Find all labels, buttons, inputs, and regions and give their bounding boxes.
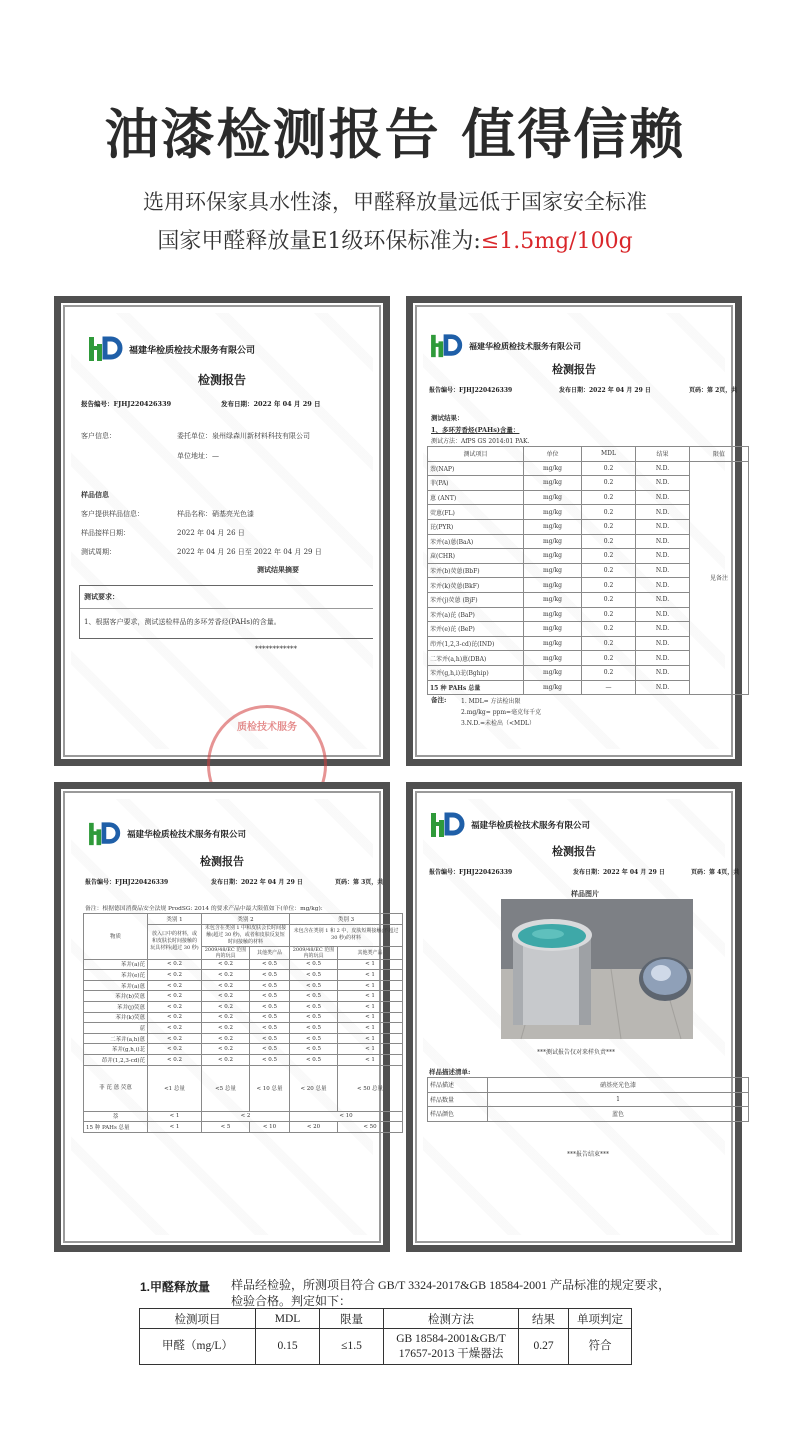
limit-cell: < 10 <box>290 1111 403 1122</box>
unit-cell: mg/kg <box>524 665 582 680</box>
page-number: 页码：第 3页，共 <box>335 879 384 886</box>
hd-logo-icon <box>87 821 119 847</box>
table-row <box>428 461 749 476</box>
seal-text: 质检技术服务 <box>237 722 297 733</box>
col-header: 类别 2 <box>202 914 290 925</box>
substance-name: 苯并(a)芘 <box>84 959 148 970</box>
mdl-cell: 0.2 <box>582 476 636 491</box>
photo-caption: ***测试报告仅对来样负责*** <box>537 1049 616 1056</box>
limit-cell: < 1 <box>338 1001 403 1012</box>
limit-note: 见备注 <box>690 461 749 695</box>
client-address: 单位地址：— <box>177 452 219 460</box>
mdl-value: 0.15 <box>256 1329 320 1365</box>
mdl-cell: 0.2 <box>582 651 636 666</box>
limit-cell: < 1 <box>338 991 403 1002</box>
requirement-text: 1、根据客户要求，测试送检样品的多环芳香烃(PAHs)的含量。 <box>84 618 281 626</box>
substance-name: 茚并(1,2,3-cd)芘 <box>84 1054 148 1065</box>
unit-cell: mg/kg <box>524 680 582 695</box>
company-logo <box>87 335 255 363</box>
table-row <box>84 1012 403 1023</box>
report-page-1 <box>54 296 390 766</box>
result-cell: N.D. <box>636 534 690 549</box>
test-item: 苯并(j)荧蒽 (BjF) <box>428 592 524 607</box>
mdl-cell: 0.2 <box>582 636 636 651</box>
result-cell: N.D. <box>636 680 690 695</box>
test-item: 苯并(a)芘 (BaP) <box>428 607 524 622</box>
test-item: 苯并(k)荧蒽(BkF) <box>428 578 524 593</box>
report-title: 检测报告 <box>552 363 596 376</box>
report-title: 检测报告 <box>200 855 244 868</box>
sample-description-table <box>427 1077 749 1122</box>
stars-divider: ************ <box>255 645 297 653</box>
test-item: 䓛(CHR) <box>428 549 524 564</box>
col-header: 检测项目 <box>140 1309 256 1329</box>
receive-date-label: 样品接样日期： <box>81 529 130 537</box>
col-header: 限值 <box>690 447 749 462</box>
limit-cell: < 0.2 <box>202 1044 250 1055</box>
limit-cell: < 1 <box>338 959 403 970</box>
table-row <box>84 1033 403 1044</box>
report-page-3 <box>54 782 399 1252</box>
limit-cell: < 0.2 <box>202 1023 250 1034</box>
formaldehyde-label: 1.甲醛释放量 <box>140 1280 211 1294</box>
limit-cell: < 5 <box>202 1122 250 1133</box>
substance-name: 苯并(j)荧蒽 <box>84 1001 148 1012</box>
unit-cell: mg/kg <box>524 461 582 476</box>
paint-can-photo <box>501 899 693 1039</box>
col-header: 物质 <box>84 914 148 960</box>
photo-title: 样品图片 <box>571 889 599 898</box>
page-number: 页码：第 2页，共 <box>689 387 738 394</box>
limit-cell: < 0.5 <box>290 959 338 970</box>
test-item: 15 种 PAHs 总量 <box>428 680 524 695</box>
subtitle-line-2-prefix: 国家甲醛释放量E1级环保标准为: <box>157 229 481 254</box>
limit-cell: < 0.2 <box>202 1012 250 1023</box>
cat2-description: 未包含在类别 1 中和皮肤会长时间接触(超过 30 秒)，或者和皮肤反复短时间接触的材料 <box>202 924 290 946</box>
group-limit: < 20 总量 <box>290 1065 338 1111</box>
group-limit: < 10 总量 <box>250 1065 290 1111</box>
verdict: 符合 <box>569 1329 632 1365</box>
receive-date: 2022 年 04 月 26 日 <box>177 529 245 537</box>
col-header: 类别 1 <box>148 914 202 925</box>
limit-cell: < 0.5 <box>250 1023 290 1034</box>
col-header: 限量 <box>320 1309 384 1329</box>
sample-description-title: 样品描述清单: <box>429 1068 471 1076</box>
table-row <box>84 980 403 991</box>
limit-cell: < 1 <box>338 980 403 991</box>
test-item: 二苯并(a,h)蒽(DBA) <box>428 651 524 666</box>
result-cell: N.D. <box>636 549 690 564</box>
limit-cell: < 0.2 <box>202 1054 250 1065</box>
company-name: 福建华检质检技术服务有限公司 <box>471 821 591 831</box>
test-item: 荧蒽(FL) <box>428 505 524 520</box>
test-item: 苯并(a)蒽(BaA) <box>428 534 524 549</box>
limit-cell: < 0.2 <box>148 1054 202 1065</box>
unit-cell: mg/kg <box>524 549 582 564</box>
sample-info-title: 样品信息 <box>81 490 109 499</box>
desc-label: 样品描述 <box>428 1078 488 1093</box>
limit-cell: < 0.2 <box>148 980 202 991</box>
desc-label: 样品颜色 <box>428 1107 488 1122</box>
hd-logo-icon <box>429 811 463 839</box>
unit-cell: mg/kg <box>524 505 582 520</box>
note-line: 3.N.D.=未检出（<MDL） <box>461 720 535 727</box>
unit-cell: mg/kg <box>524 636 582 651</box>
result-cell: N.D. <box>636 505 690 520</box>
requirement-box <box>79 585 373 639</box>
test-item: 蒽 (ANT) <box>428 490 524 505</box>
mdl-cell: 0.2 <box>582 563 636 578</box>
limit-cell: < 1 <box>338 1054 403 1065</box>
result-cell: N.D. <box>636 607 690 622</box>
table-row <box>84 1023 403 1034</box>
test-item: 芘(PYR) <box>428 519 524 534</box>
substance-name: 苯并(b)荧蒽 <box>84 991 148 1002</box>
limit-cell: < 0.2 <box>148 1033 202 1044</box>
limit-cell: < 0.5 <box>290 991 338 1002</box>
report-number: 报告编号：FJHJ220426339 <box>429 869 513 876</box>
substance-name: 䓛 <box>84 1023 148 1034</box>
unit-cell: mg/kg <box>524 519 582 534</box>
subtitle-line-1: 选用环保家具水性漆，甲醛释放量远低于国家安全标准 <box>143 190 647 214</box>
limit-cell: < 0.2 <box>148 1001 202 1012</box>
unit-cell: mg/kg <box>524 651 582 666</box>
sub-header: 其他类产品 <box>338 946 403 959</box>
substance-name: 苯并(e)芘 <box>84 970 148 981</box>
group-substances: 菲 芘 蒽 荧蒽 <box>84 1065 148 1111</box>
report-number: 报告编号：FJHJ220426339 <box>429 387 513 394</box>
formaldehyde-table <box>139 1308 632 1365</box>
mdl-cell: 0.2 <box>582 578 636 593</box>
mdl-cell: — <box>582 680 636 695</box>
col-header: 结果 <box>519 1309 569 1329</box>
company-logo <box>429 333 581 359</box>
unit-cell: mg/kg <box>524 490 582 505</box>
mdl-cell: 0.2 <box>582 461 636 476</box>
unit-cell: mg/kg <box>524 563 582 578</box>
col-header: 类别 3 <box>290 914 403 925</box>
client-name: 委托单位：泉州绿森川新材料科技有限公司 <box>177 432 310 440</box>
limit-cell: < 0.5 <box>290 1054 338 1065</box>
report-end: ***报告结束*** <box>567 1151 610 1158</box>
limit-value: ≤1.5 <box>320 1329 384 1365</box>
result-cell: N.D. <box>636 578 690 593</box>
company-logo <box>87 821 246 847</box>
report-number: 报告编号：FJHJ220426339 <box>81 400 172 408</box>
limit-cell: < 0.5 <box>250 991 290 1002</box>
limit-cell: < 1 <box>338 1033 403 1044</box>
substance-name: 苯并(g,h,i)苝 <box>84 1044 148 1055</box>
test-item: 甲醛（mg/L） <box>140 1329 256 1365</box>
naphthalene-row: 萘 <box>84 1111 148 1122</box>
unit-cell: mg/kg <box>524 622 582 637</box>
limit-cell: < 10 <box>250 1122 290 1133</box>
subtitle-line-2 <box>0 224 790 255</box>
limit-cell: < 20 <box>290 1122 338 1133</box>
test-item: 苯并(g,h,i)苝(Bghip) <box>428 665 524 680</box>
limit-cell: < 0.5 <box>250 970 290 981</box>
limit-cell: < 0.2 <box>148 1023 202 1034</box>
hd-logo-icon <box>429 333 461 359</box>
result-cell: N.D. <box>636 563 690 578</box>
pahs-results-table <box>427 446 749 695</box>
report-title: 检测报告 <box>552 845 596 858</box>
substance-name: 二苯并(a,h)蒽 <box>84 1033 148 1044</box>
mdl-cell: 0.2 <box>582 592 636 607</box>
limit-cell: < 0.2 <box>202 980 250 991</box>
limit-cell: < 0.5 <box>250 1054 290 1065</box>
notes-label: 备注: <box>431 696 447 704</box>
company-logo <box>429 811 590 839</box>
limit-cell: < 1 <box>338 1044 403 1055</box>
page-number: 页码：第 4页，共 <box>691 869 740 876</box>
limit-cell: < 0.5 <box>290 1023 338 1034</box>
limit-cell: < 0.2 <box>148 991 202 1002</box>
limit-cell: < 0.5 <box>250 1001 290 1012</box>
regulation-note: 备注：根据德国消费品安全法规 ProdSG: 2014 的要求产品中最大限值如下(单位：mg/kg): <box>85 906 323 912</box>
sub-header: 2009/48/EC 范围内的玩具 <box>202 946 250 959</box>
sample-name: 样品名称：硝基亮光色漆 <box>177 510 254 518</box>
group-limit: < 50 总量 <box>338 1065 403 1111</box>
col-header: 单项判定 <box>569 1309 632 1329</box>
limit-cell: < 0.5 <box>250 959 290 970</box>
unit-cell: mg/kg <box>524 592 582 607</box>
client-label: 客户信息： <box>81 432 116 440</box>
issue-date: 发布日期：2022 年 04 月 29 日 <box>573 869 665 876</box>
issue-date: 发布日期：2022 年 04 月 29 日 <box>211 879 303 886</box>
report-page-4 <box>406 782 742 1252</box>
limit-cell: < 1 <box>148 1122 202 1133</box>
limit-cell: < 0.2 <box>202 1033 250 1044</box>
limit-cell: < 0.2 <box>202 959 250 970</box>
result-cell: N.D. <box>636 651 690 666</box>
test-item: 萘(NAP) <box>428 461 524 476</box>
results-title: 测试结果： <box>431 414 464 422</box>
sub-header: 2009/48/EC 范围内的玩具 <box>290 946 338 959</box>
issue-date: 发布日期：2022 年 04 月 29 日 <box>559 387 651 394</box>
limit-cell: < 1 <box>338 1023 403 1034</box>
mdl-cell: 0.2 <box>582 622 636 637</box>
table-row <box>84 1001 403 1012</box>
cat1-description: 放入口中的材料，或和皮肤长时间接触的玩具材料(超过 30 秒) <box>148 924 202 959</box>
group-limit: <1 总量 <box>148 1065 202 1111</box>
limit-cell: < 0.5 <box>290 1033 338 1044</box>
limit-cell: < 0.2 <box>148 959 202 970</box>
summary-title: 测试结果摘要 <box>257 565 299 574</box>
col-header: MDL <box>256 1309 320 1329</box>
unit-cell: mg/kg <box>524 534 582 549</box>
test-period: 2022 年 04 月 26 日至 2022 年 04 月 29 日 <box>177 548 322 556</box>
sub-header: 其他类产品 <box>250 946 290 959</box>
table-row <box>84 970 403 981</box>
result-cell: N.D. <box>636 476 690 491</box>
total-row-label: 15 种 PAHs 总量 <box>84 1122 148 1133</box>
limit-cell: < 0.5 <box>290 1044 338 1055</box>
mdl-cell: 0.2 <box>582 534 636 549</box>
limit-cell: < 0.5 <box>290 970 338 981</box>
e1-limit-value: ≤1.5mg/100g <box>480 229 633 254</box>
mdl-cell: 0.2 <box>582 490 636 505</box>
company-name: 福建华检质检技术服务有限公司 <box>469 341 581 351</box>
note-line: 2.mg/kg= ppm=毫克每千克 <box>461 709 542 716</box>
col-header: MDL <box>582 447 636 462</box>
test-item: 茚并(1,2,3-cd)芘(IND) <box>428 636 524 651</box>
mdl-cell: 0.2 <box>582 549 636 564</box>
test-item: 菲(PA) <box>428 476 524 491</box>
test-item: 苯并(e)芘 (BeP) <box>428 622 524 637</box>
desc-value: 蓝色 <box>488 1107 749 1122</box>
limit-cell: < 0.2 <box>202 970 250 981</box>
issue-date: 发布日期：2022 年 04 月 29 日 <box>221 400 321 408</box>
company-name: 福建华检质检技术服务有限公司 <box>129 345 256 356</box>
limit-cell: < 0.2 <box>148 970 202 981</box>
result-cell: N.D. <box>636 519 690 534</box>
mdl-cell: 0.2 <box>582 665 636 680</box>
table-row <box>84 1044 403 1055</box>
unit-cell: mg/kg <box>524 476 582 491</box>
mdl-cell: 0.2 <box>582 505 636 520</box>
limit-cell: < 1 <box>148 1111 202 1122</box>
result-cell: N.D. <box>636 665 690 680</box>
limit-cell: < 50 <box>338 1122 403 1133</box>
formaldehyde-conclusion: 样品经检验，所测项目符合 GB/T 3324-2017&GB 18584-2001 产品标准的规定要求，检验合格。判定如下： <box>231 1278 671 1308</box>
substance-name: 苯并(k)荧蒽 <box>84 1012 148 1023</box>
test-method: GB 18584-2001&GB/T 17657-2013 干燥器法 <box>384 1329 519 1365</box>
unit-cell: mg/kg <box>524 607 582 622</box>
page-headline: 油漆检测报告 值得信赖 <box>104 103 686 166</box>
limit-cell: < 0.5 <box>250 1033 290 1044</box>
limit-cell: < 0.2 <box>202 991 250 1002</box>
limit-cell: < 0.5 <box>250 1012 290 1023</box>
sample-photo <box>501 899 693 1039</box>
result-cell: N.D. <box>636 461 690 476</box>
result-value: 0.27 <box>519 1329 569 1365</box>
col-header: 单位 <box>524 447 582 462</box>
note-line: 1. MDL= 方法检出限 <box>461 698 521 705</box>
report-number: 报告编号：FJHJ220426339 <box>85 879 169 886</box>
col-header: 测试项目 <box>428 447 524 462</box>
desc-label: 样品数量 <box>428 1092 488 1107</box>
requirement-title: 测试要求： <box>84 592 119 601</box>
limits-table <box>83 913 403 1133</box>
table-row <box>84 959 403 970</box>
col-header: 检测方法 <box>384 1309 519 1329</box>
test-method: 测试方法：AfPS GS 2014:01 PAK. <box>431 438 530 445</box>
desc-value: 1 <box>488 1092 749 1107</box>
mdl-cell: 0.2 <box>582 607 636 622</box>
sample-provided-label: 客户提供样品信息： <box>81 510 144 518</box>
result-cell: N.D. <box>636 592 690 607</box>
limit-cell: < 0.5 <box>290 980 338 991</box>
group-limit: <5 总量 <box>202 1065 250 1111</box>
limit-cell: < 0.2 <box>148 1044 202 1055</box>
limit-cell: < 0.2 <box>202 1001 250 1012</box>
substance-name: 苯并(a)蒽 <box>84 980 148 991</box>
limit-cell: < 0.5 <box>290 1012 338 1023</box>
limit-cell: < 1 <box>338 1012 403 1023</box>
cat3-description: 未包含在类别 1 和 2 中，皮肤短期接触(不超过 30 秒)的材料 <box>290 924 403 946</box>
result-cell: N.D. <box>636 490 690 505</box>
test-item: 苯并(b)荧蒽(BbF) <box>428 563 524 578</box>
limit-cell: < 0.5 <box>290 1001 338 1012</box>
col-header: 结果 <box>636 447 690 462</box>
table-row <box>84 991 403 1002</box>
result-cell: N.D. <box>636 622 690 637</box>
table-row <box>84 1054 403 1065</box>
result-cell: N.D. <box>636 636 690 651</box>
report-title: 检测报告 <box>197 373 246 387</box>
unit-cell: mg/kg <box>524 578 582 593</box>
hd-logo-icon <box>87 335 121 363</box>
pahs-section-title: 1、多环芳香烃(PAHs)含量： <box>431 426 520 434</box>
mdl-cell: 0.2 <box>582 519 636 534</box>
limit-cell: < 2 <box>202 1111 290 1122</box>
report-page-2 <box>406 296 742 766</box>
company-name: 福建华检质检技术服务有限公司 <box>127 830 247 840</box>
desc-value: 硝基亮光色漆 <box>488 1078 749 1093</box>
limit-cell: < 0.2 <box>148 1012 202 1023</box>
limit-cell: < 1 <box>338 970 403 981</box>
limit-cell: < 0.5 <box>250 1044 290 1055</box>
test-period-label: 测试周期： <box>81 548 116 556</box>
limit-cell: < 0.5 <box>250 980 290 991</box>
